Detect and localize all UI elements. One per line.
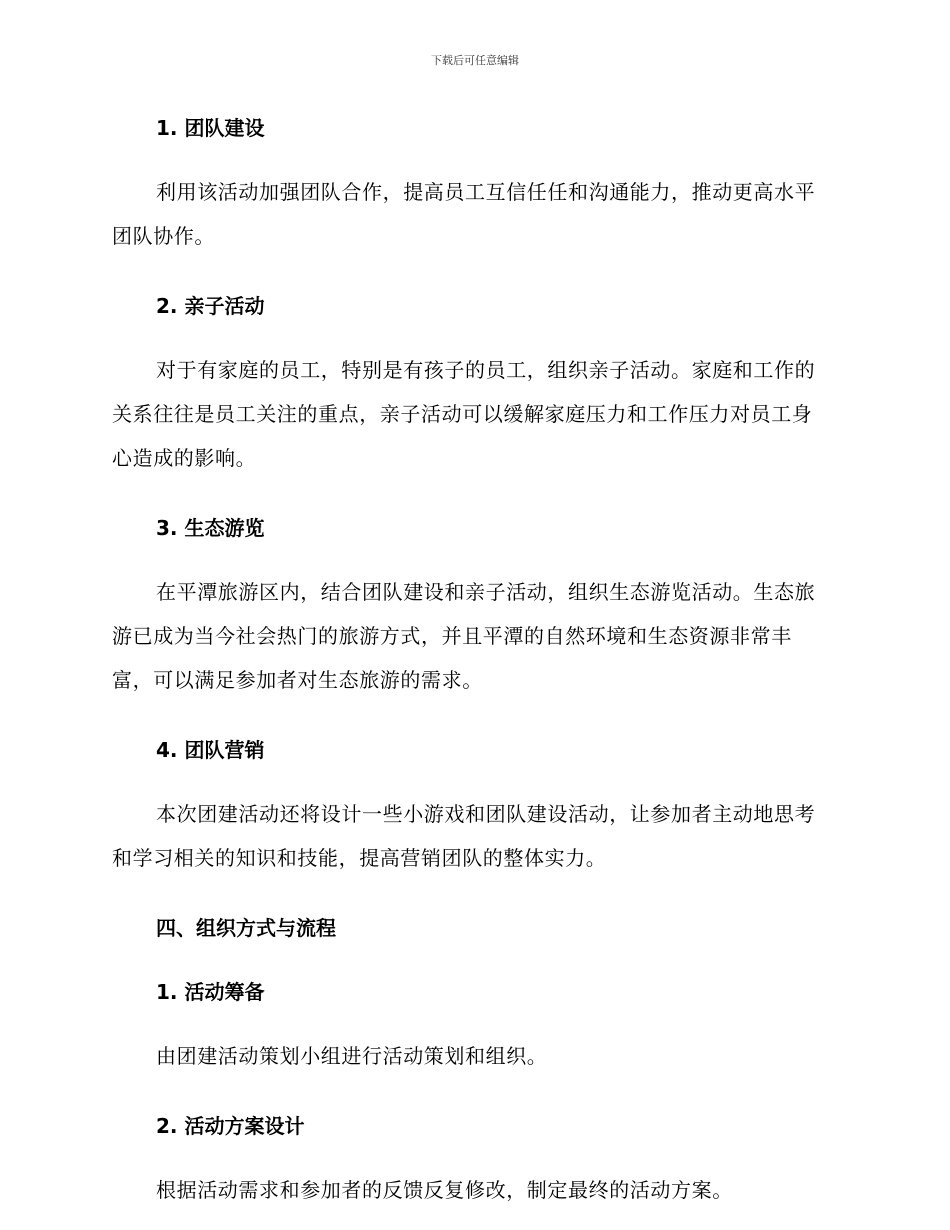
section-paragraph: 在平潭旅游区内，结合团队建设和亲子活动，组织生态游览活动。生态旅游已成为当今社会热门的旅游方式，并且平潭的自然环境和生态资源非常丰富，可以满足参加者对生态旅游的需求。 [112, 580, 816, 692]
section-heading: 2. 亲子活动 [156, 294, 265, 318]
section-heading: 2. 活动方案设计 [156, 1114, 305, 1138]
section-heading: 4. 团队营销 [156, 738, 265, 762]
section-paragraph: 根据活动需求和参加者的反馈反复修改，制定最终的活动方案。 [156, 1178, 733, 1202]
section-heading: 1. 活动筹备 [156, 980, 265, 1004]
section-paragraph: 利用该活动加强团队合作，提高员工互信任任和沟通能力，推动更高水平团队协作。 [112, 180, 816, 248]
chapter-heading: 四、组织方式与流程 [156, 916, 336, 940]
page-header: 下载后可任意编辑 [431, 54, 519, 67]
section-paragraph: 由团建活动策划小组进行活动策划和组织。 [156, 1044, 548, 1068]
document-body [112, 112, 830, 1212]
section-heading: 1. 团队建设 [156, 116, 265, 140]
section-paragraph: 本次团建活动还将设计一些小游戏和团队建设活动，让参加者主动地思考和学习相关的知识和技能，提高营销团队的整体实力。 [112, 802, 816, 870]
section-heading: 3. 生态游览 [156, 516, 265, 540]
section-paragraph: 对于有家庭的员工，特别是有孩子的员工，组织亲子活动。家庭和工作的关系往往是员工关注的重点，亲子活动可以缓解家庭压力和工作压力对员工身心造成的影响。 [112, 358, 816, 470]
